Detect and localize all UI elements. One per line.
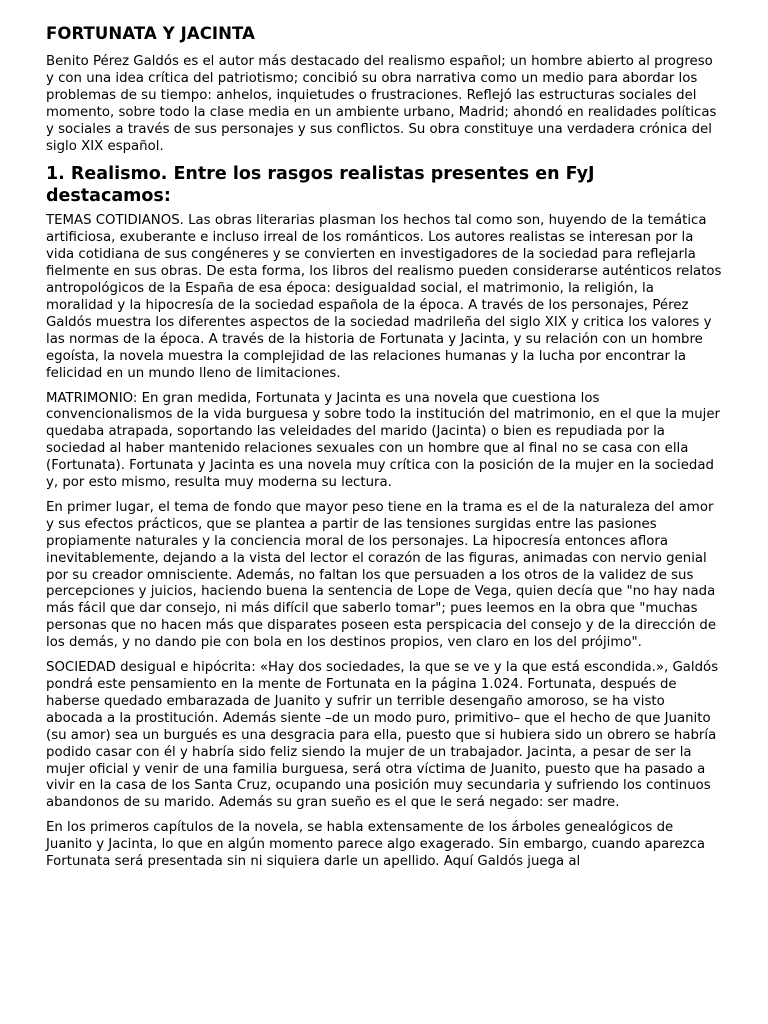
paragraph-amor: En primer lugar, el tema de fondo que mayor peso tiene en la trama es el de la naturaleza del amor y sus efectos prácticos, que se plantea a partir de las tensiones surgidas entre las pasiones propiamente naturales y la conciencia moral de los personajes. La hipocresía entonces aflora inevitablemente, dejando a la vista del lector el corazón de las figuras, animadas con nervio genial por su creador omnisciente. Además, no faltan los que persuaden a los otros de la validez de sus percepciones y juicios, haciendo buena la sentencia de Lope de Vega, quien decía que "no hay nada más fácil que dar consejo, ni más difícil que saberlo tomar"; pues leemos en la obra que "muchas personas que no hacen más que disparates poseen esta perspicacia del consejo y de la dirección de los demás, y no dando pie con bola en los destinos propios, ven claro en los del prójimo".: [46, 499, 717, 651]
paragraph-sociedad: SOCIEDAD desigual e hipócrita: «Hay dos sociedades, la que se ve y la que está escondida.», Galdós pondrá este pensamiento en la mente de Fortunata en la página 1.024. Fortunata, después de haberse quedado embarazada de Juanito y sufrir un terrible desengaño amoroso, se ha visto abocada a la prostitución. Además siente –de un modo puro, primitivo– que el hecho de que Juanito (su amor) sea un burgués es una desgracia para ella, puesto que si hubiera sido un obrero se habría podido casar con él y habría sido feliz siendo la mujer de un trabajador. Jacinta, a pesar de ser la mujer oficial y venir de una familia burguesa, será otra víctima de Juanito, puesto que ha pasado a vivir en la casa de los Santa Cruz, ocupando una posición muy secundaria y sufriendo los continuos abandonos de su marido. Además su gran sueño es el que le será negado: ser madre.: [46, 660, 719, 811]
document-title: FORTUNATA Y JACINTA: [46, 24, 256, 43]
intro-paragraph: Benito Pérez Galdós es el autor más destacado del realismo español; un hombre abierto al progreso y con una idea crítica del patriotismo; concibió su obra narrativa como un medio para abordar los problemas de su tiempo: anhelos, inquietudes o frustraciones. Reflejó las estructuras sociales del momento, sobre todo la clase media en un ambiente urbano, Madrid; ahondó en realidades políticas y sociales a través de sus personajes y sus conflictos. Su obra constituye una verdadera crónica del siglo XIX español.: [46, 54, 717, 154]
section-heading: 1. Realismo. Entre los rasgos realistas presentes en FyJ destacamos:: [46, 164, 595, 207]
paragraph-temas-cotidianos: TEMAS COTIDIANOS. Las obras literarias plasman los hechos tal como son, huyendo de la temática artificiosa, exuberante e incluso irreal de los románticos. Los autores realistas se interesan por la vida cotidiana de sus congéneres y se convierten en investigadores de la sociedad para reflejarla fielmente en sus obras. De esta forma, los libros del realismo pueden considerarse auténticos relatos antropológicos de la España de esa época: desigualdad social, el matrimonio, la religión, la moralidad y la hipocresía de la sociedad española de la época. A través de los personajes, Pérez Galdós muestra los diferentes aspectos de la sociedad madrileña del siglo XIX y critica los valores y las normas de la época. A través de la historia de Fortunata y Jacinta, y su relación con un hombre egoísta, la novela muestra la complejidad de las relaciones humanas y la lucha por encontrar la felicidad en un mundo lleno de limitaciones.: [46, 213, 722, 381]
paragraph-matrimonio: MATRIMONIO: En gran medida, Fortunata y Jacinta es una novela que cuestiona los convencionalismos de la vida burguesa y sobre todo la institución del matrimonio, en el que la mujer quedaba atrapada, soportando las veleidades del marido (Jacinta) o bien es repudiada por la sociedad al haber mantenido relaciones sexuales con un hombre que al final no se casa con ella (Fortunata). Fortunata y Jacinta es una novela muy crítica con la posición de la mujer en la sociedad y, por esto mismo, resulta muy moderna su lectura.: [46, 390, 720, 491]
paragraph-genealogia: En los primeros capítulos de la novela, se habla extensamente de los árboles genealógicos de Juanito y Jacinta, lo que en algún momento parece algo exagerado. Sin embargo, cuando aparezca Fortunata será presentada sin ni siquiera darle un apellido. Aquí Galdós juega al: [46, 820, 706, 870]
